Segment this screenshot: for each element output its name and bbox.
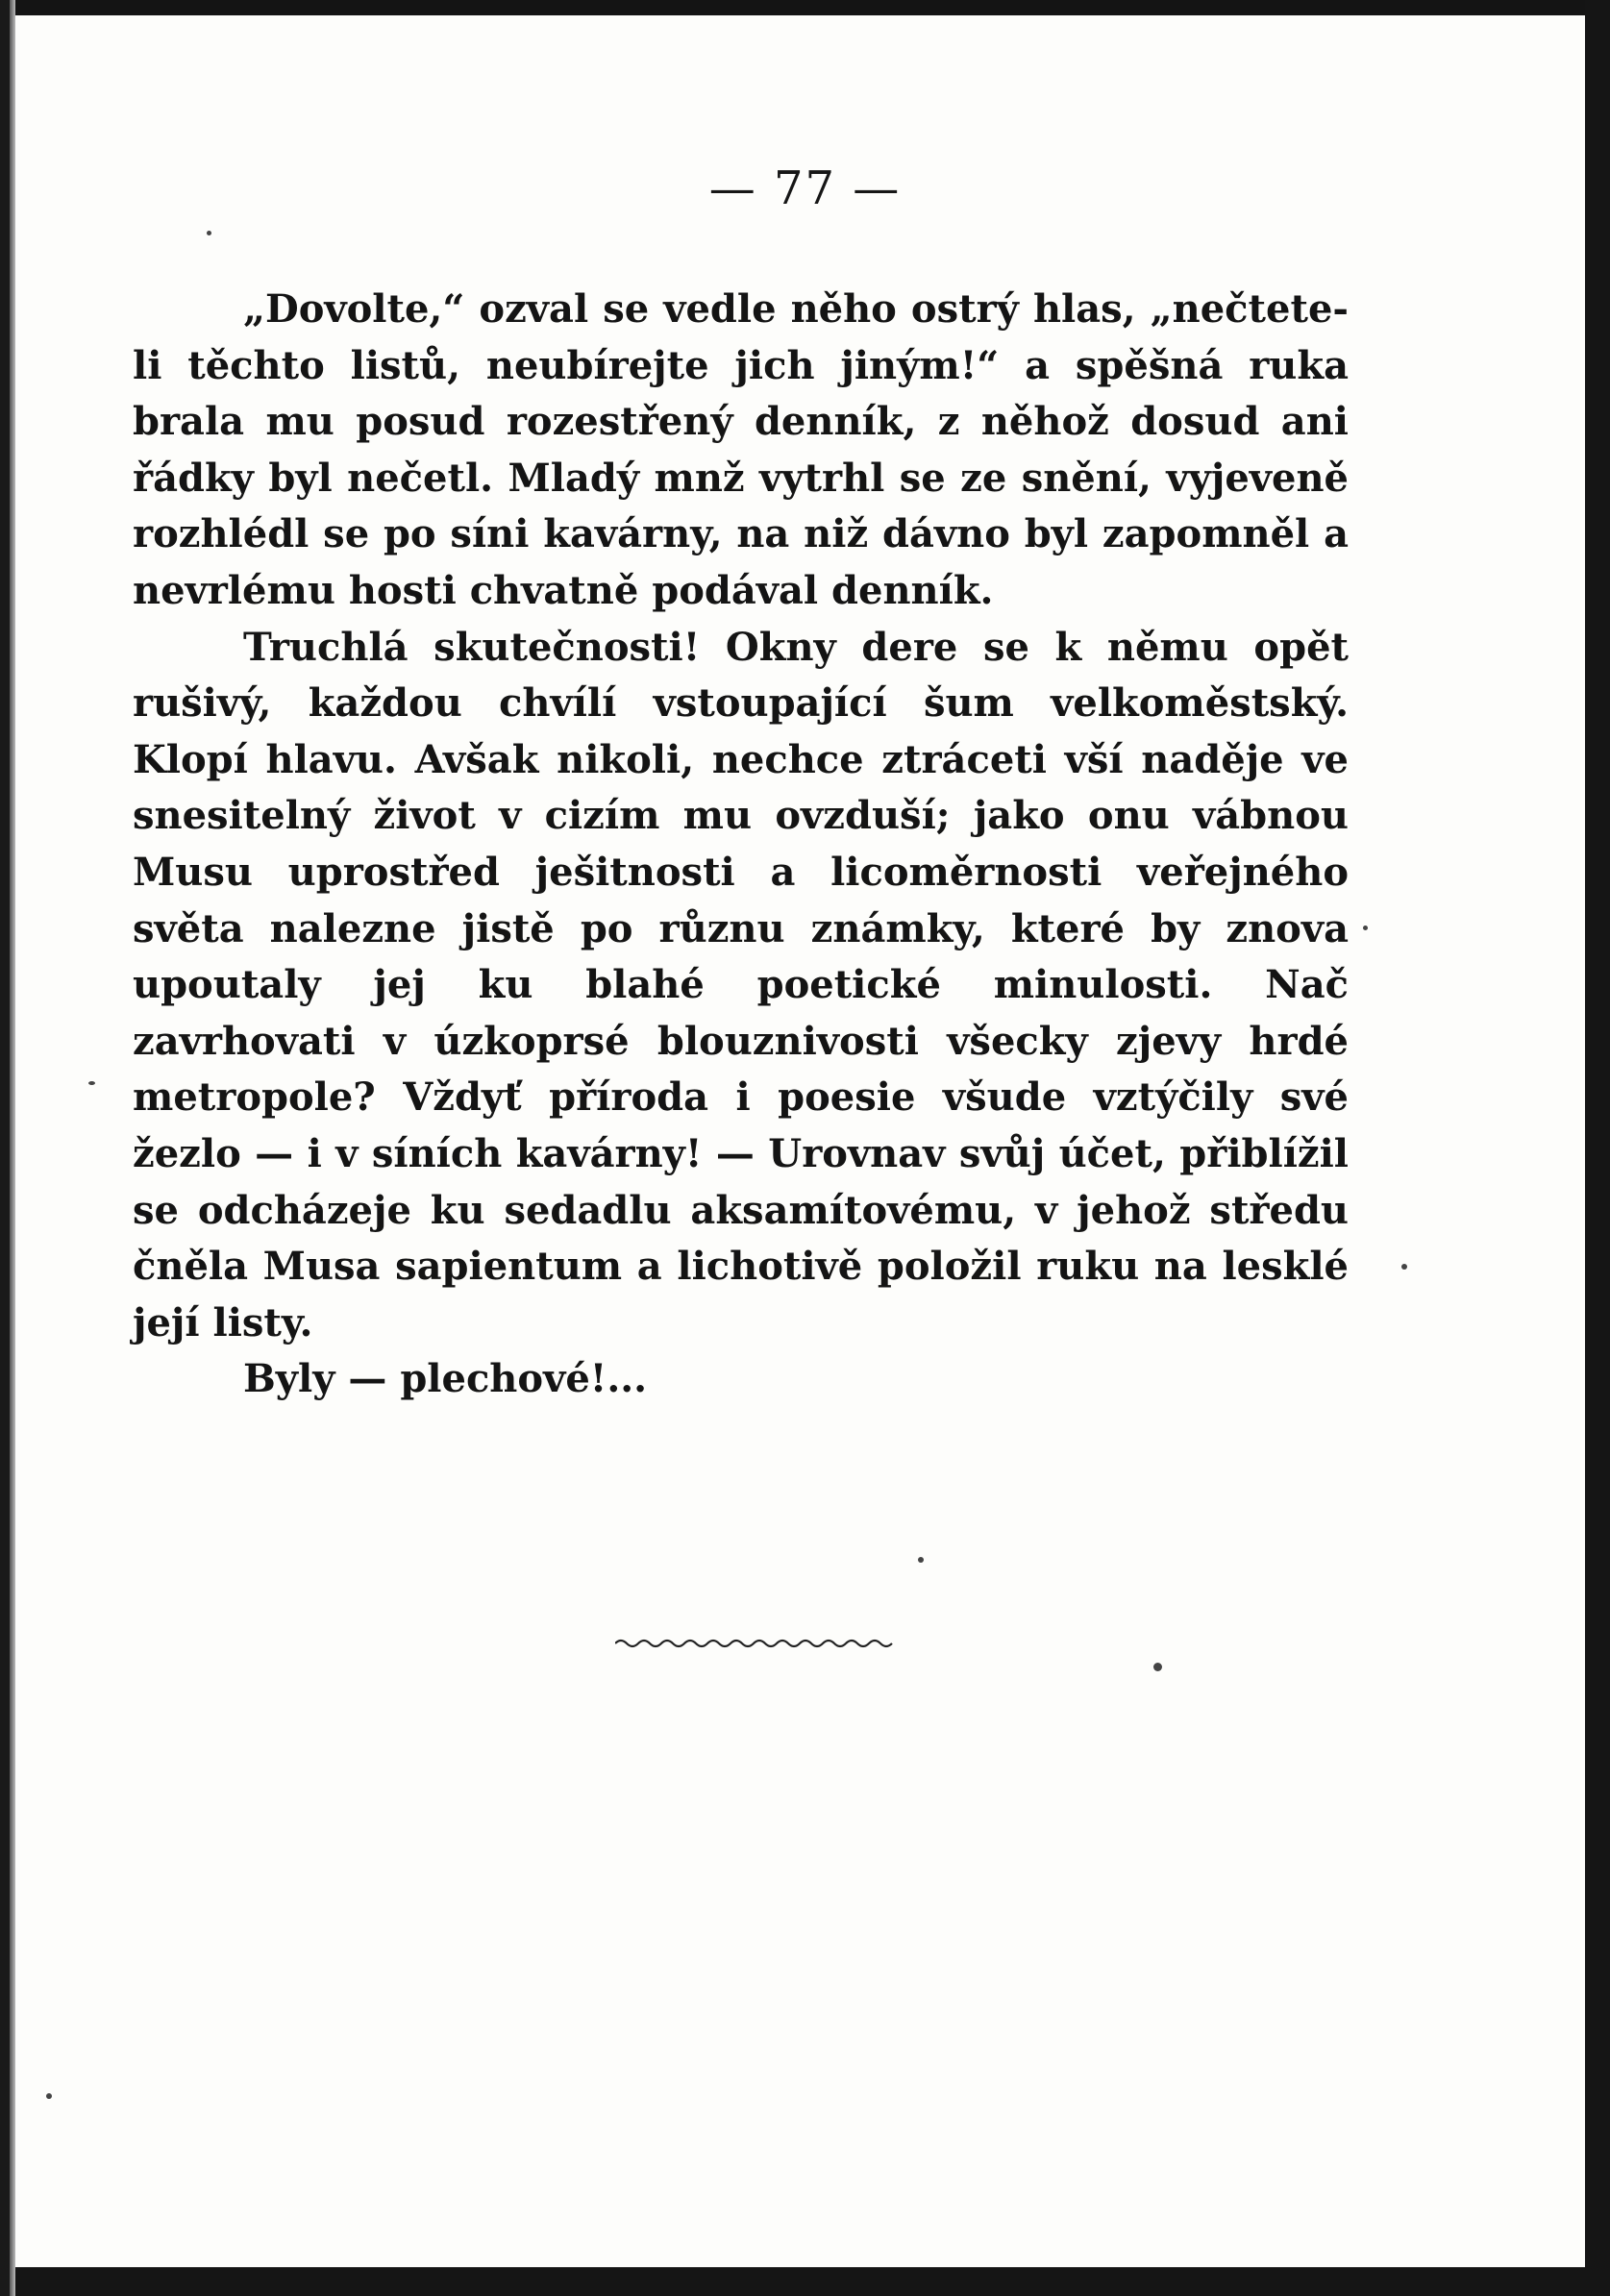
speck: [88, 1081, 95, 1085]
speck: [1153, 1663, 1162, 1671]
page-number: — 77 —: [708, 161, 902, 215]
body-text: [133, 282, 1349, 1408]
scan-border-bottom: [0, 2267, 1610, 2296]
scan-border-left-shade: [10, 0, 15, 2296]
speck: [1401, 1264, 1407, 1270]
speck: [918, 1557, 924, 1563]
speck: [46, 2093, 52, 2099]
paragraph-2: Truchlá skutečnosti! Okny dere se k němu opět rušivý, každou chvílí vstoupající šum velkoměstský. Klopí hlavu. Avšak nikoli, nechce ztráceti vší naděje ve snesitelný život v cizím mu ovzduší; jako onu vábnou Musu uprostřed ješitnosti a licoměrnosti veřejného světa nalezne jistě po různu známky, které by znova upoutaly jej ku blahé poetické minulosti. Nač zavrhovati v úzkoprsé blouznivosti všecky zjevy hrdé metropole? Vždyť příroda i poesie všude vztýčily své žezlo — i v síních kavárny! — Urovnav svůj účet, přiblížil se odcházeje ku sedadlu aksamítovému, v jehož středu čněla Musa sapientum a lichotivě položil ruku na lesklé její listy.: [133, 624, 1349, 1346]
speck: [1363, 926, 1368, 930]
paragraph-3: Byly — plechové!...: [243, 1356, 648, 1402]
scan-border-top: [0, 0, 1610, 15]
speck: [207, 231, 211, 235]
paragraph-1: „Dovolte,“ ozval se vedle něho ostrý hlas, „nečtete-li těchto listů, neubírejte jich jiným!“ a spěšná ruka brala mu posud rozestřený denník, z něhož dosud ani řádky byl nečetl. Mladý mnž vytrhl se ze snění, vyjeveně rozhlédl se po síni kavárny, na niž dávno byl zapomněl a nevrlému hosti chvatně podával denník.: [133, 286, 1349, 613]
scan-border-left: [0, 0, 10, 2296]
wavy-line-ornament-icon: [615, 1634, 904, 1653]
scan-border-right: [1585, 0, 1610, 2296]
